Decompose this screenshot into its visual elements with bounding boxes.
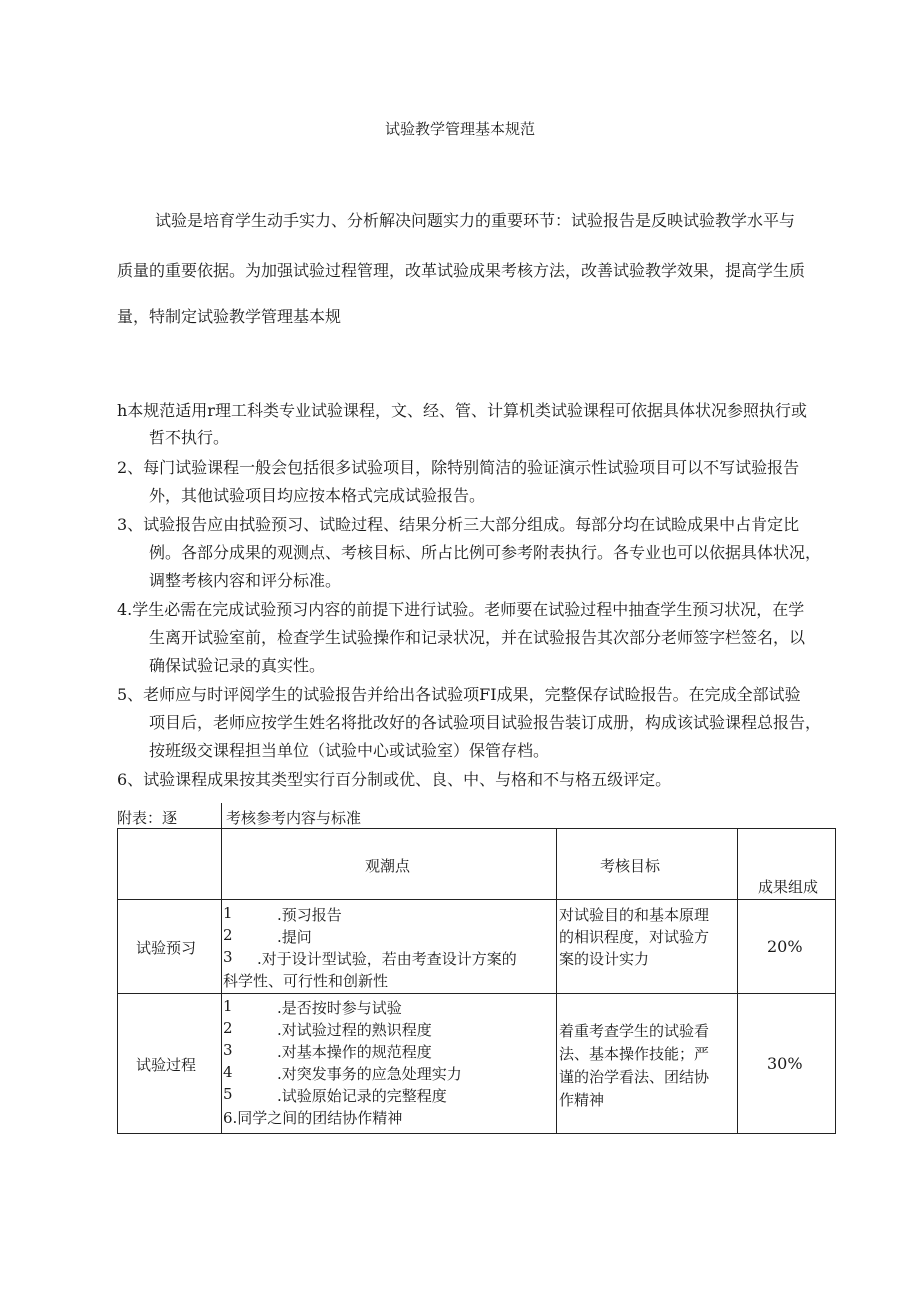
table-divider-row1 bbox=[117, 993, 836, 994]
row-2-num-4: 4 bbox=[223, 1063, 233, 1081]
table-border-top bbox=[117, 828, 836, 829]
row-2-goal-line-3: 谨的治学看法、团结协 bbox=[559, 1068, 710, 1086]
row-2-score: 30% bbox=[767, 1054, 803, 1073]
row-2-num-2: 2 bbox=[223, 1019, 233, 1037]
row-2-point-5: .试验原始记录的完整程度 bbox=[277, 1087, 447, 1105]
list-item-4-line-1: 4.学生必需在完成试验预习内容的前提下进行试验。老师要在试验过程中抽查学生预习状况，在学 bbox=[117, 600, 805, 619]
row-1-score: 20% bbox=[767, 937, 803, 956]
list-item-4-line-3: 确保试验记录的真实性。 bbox=[149, 656, 326, 675]
row-1-num-1: 1 bbox=[223, 904, 233, 922]
row-2-num-1: 1 bbox=[223, 997, 233, 1015]
table-border-bottom bbox=[117, 1133, 836, 1134]
table-caption-left: 附表：逐 bbox=[117, 809, 178, 827]
row-1-goal-line-1: 对试验目的和基本原理 bbox=[559, 906, 710, 924]
row-1-goal-line-2: 的相识程度，对试验方 bbox=[559, 928, 710, 946]
row-1-point-2: .提问 bbox=[277, 928, 312, 946]
list-item-2-line-2: 外，其他试验项目均应按本格式完成试验报告。 bbox=[149, 486, 486, 505]
table-border-left bbox=[117, 828, 118, 1134]
row-1-num-2: 2 bbox=[223, 926, 233, 944]
row-2-name: 试验过程 bbox=[136, 1056, 197, 1074]
header-assessment-goal: 考核目标 bbox=[600, 857, 661, 875]
table-divider-col3 bbox=[737, 828, 738, 1134]
row-2-point-4: .对突发事务的应急处理实力 bbox=[277, 1065, 462, 1083]
table-divider-col2 bbox=[556, 828, 557, 1134]
list-item-1-line-2: 哲不执行。 bbox=[149, 428, 230, 447]
intro-line-1: 试验是培育学生动手实力、分析解决问题实力的重要环节：试验报告是反映试验教学水平与 bbox=[155, 211, 796, 230]
list-item-6-line-1: 6、试验课程成果按其类型实行百分制或优、良、中、与格和不与格五级评定。 bbox=[117, 770, 672, 789]
intro-line-3: 量，特制定试验教学管理基本规 bbox=[117, 307, 342, 326]
list-item-3-line-2: 例。各部分成果的观测点、考核目标、所占比例可参考附表执行。各专业也可以依据具体状况， bbox=[149, 543, 822, 562]
row-2-goal-line-4: 作精神 bbox=[559, 1091, 605, 1109]
row-1-point-3: .对于设计型试验，若由考查设计方案的 bbox=[257, 950, 517, 968]
row-1-point-extra: 科学性、可行性和创新性 bbox=[223, 972, 389, 990]
row-1-name: 试验预习 bbox=[136, 939, 197, 957]
header-score-composition: 成果组成 bbox=[758, 878, 819, 896]
row-2-num-3: 3 bbox=[223, 1041, 233, 1059]
row-2-point-3: .对基本操作的规范程度 bbox=[277, 1043, 432, 1061]
table-divider-header bbox=[117, 899, 836, 900]
row-2-point-2: .对试验过程的熟识程度 bbox=[277, 1021, 432, 1039]
row-2-num-5: 5 bbox=[223, 1085, 233, 1103]
list-item-5-line-2: 项目后，老师应按学生姓名将批改好的各试验项目试验报告装订成册，构成该试验课程总报告， bbox=[149, 713, 822, 732]
list-item-5-line-3: 按班级交课程担当单位（试验中心或试验室）保管存档。 bbox=[149, 741, 550, 760]
table-caption-right: 考核参考内容与标准 bbox=[226, 809, 362, 827]
row-1-point-1: .预习报告 bbox=[277, 906, 342, 924]
page-title: 试验教学管理基本规范 bbox=[384, 120, 535, 138]
row-2-point-extra: 6.同学之间的团结协作精神 bbox=[223, 1109, 403, 1127]
list-item-3-line-1: 3、试验报告应由拭验预习、试睑过程、结果分析三大部分组成。每部分均在试睑成果中占肯定比 bbox=[117, 515, 800, 534]
table-border-right bbox=[835, 828, 836, 1134]
list-item-1-line-1: h本规范适用r理工科类专业试验课程，文、经、管、计算机类试验课程可依据具体状况参照执行或 bbox=[117, 401, 807, 420]
header-observation-point: 观潮点 bbox=[365, 857, 411, 875]
list-item-2-line-1: 2、每门试验课程一般会包括很多试验项目，除特别简洁的验证演示性试验项目可以不写试验报告 bbox=[117, 458, 800, 477]
row-2-goal-line-1: 着重考查学生的试验看 bbox=[559, 1022, 710, 1040]
intro-line-2: 质量的重要依据。为加强试验过程管理，改革试验成果考核方法，改善试验教学效果，提高学生质 bbox=[117, 261, 806, 280]
list-item-5-line-1: 5、老师应与时评阅学生的试验报告并给出各试验项FI成果，完整保存试睑报告。在完成全部试验 bbox=[117, 685, 801, 704]
list-item-4-line-2: 生离开试验室前，检查学生试验操作和记录状况，并在试验报告其次部分老师签字栏签名，以 bbox=[149, 628, 806, 647]
list-item-3-line-3: 调整考核内容和评分标准。 bbox=[149, 571, 342, 590]
table-divider-col1 bbox=[221, 803, 222, 1134]
row-1-num-3: 3 bbox=[223, 948, 233, 966]
row-2-goal-line-2: 法、基本操作技能；严 bbox=[559, 1045, 710, 1063]
row-1-goal-line-3: 案的设计实力 bbox=[559, 950, 650, 968]
row-2-point-1: .是否按时参与试验 bbox=[277, 999, 402, 1017]
